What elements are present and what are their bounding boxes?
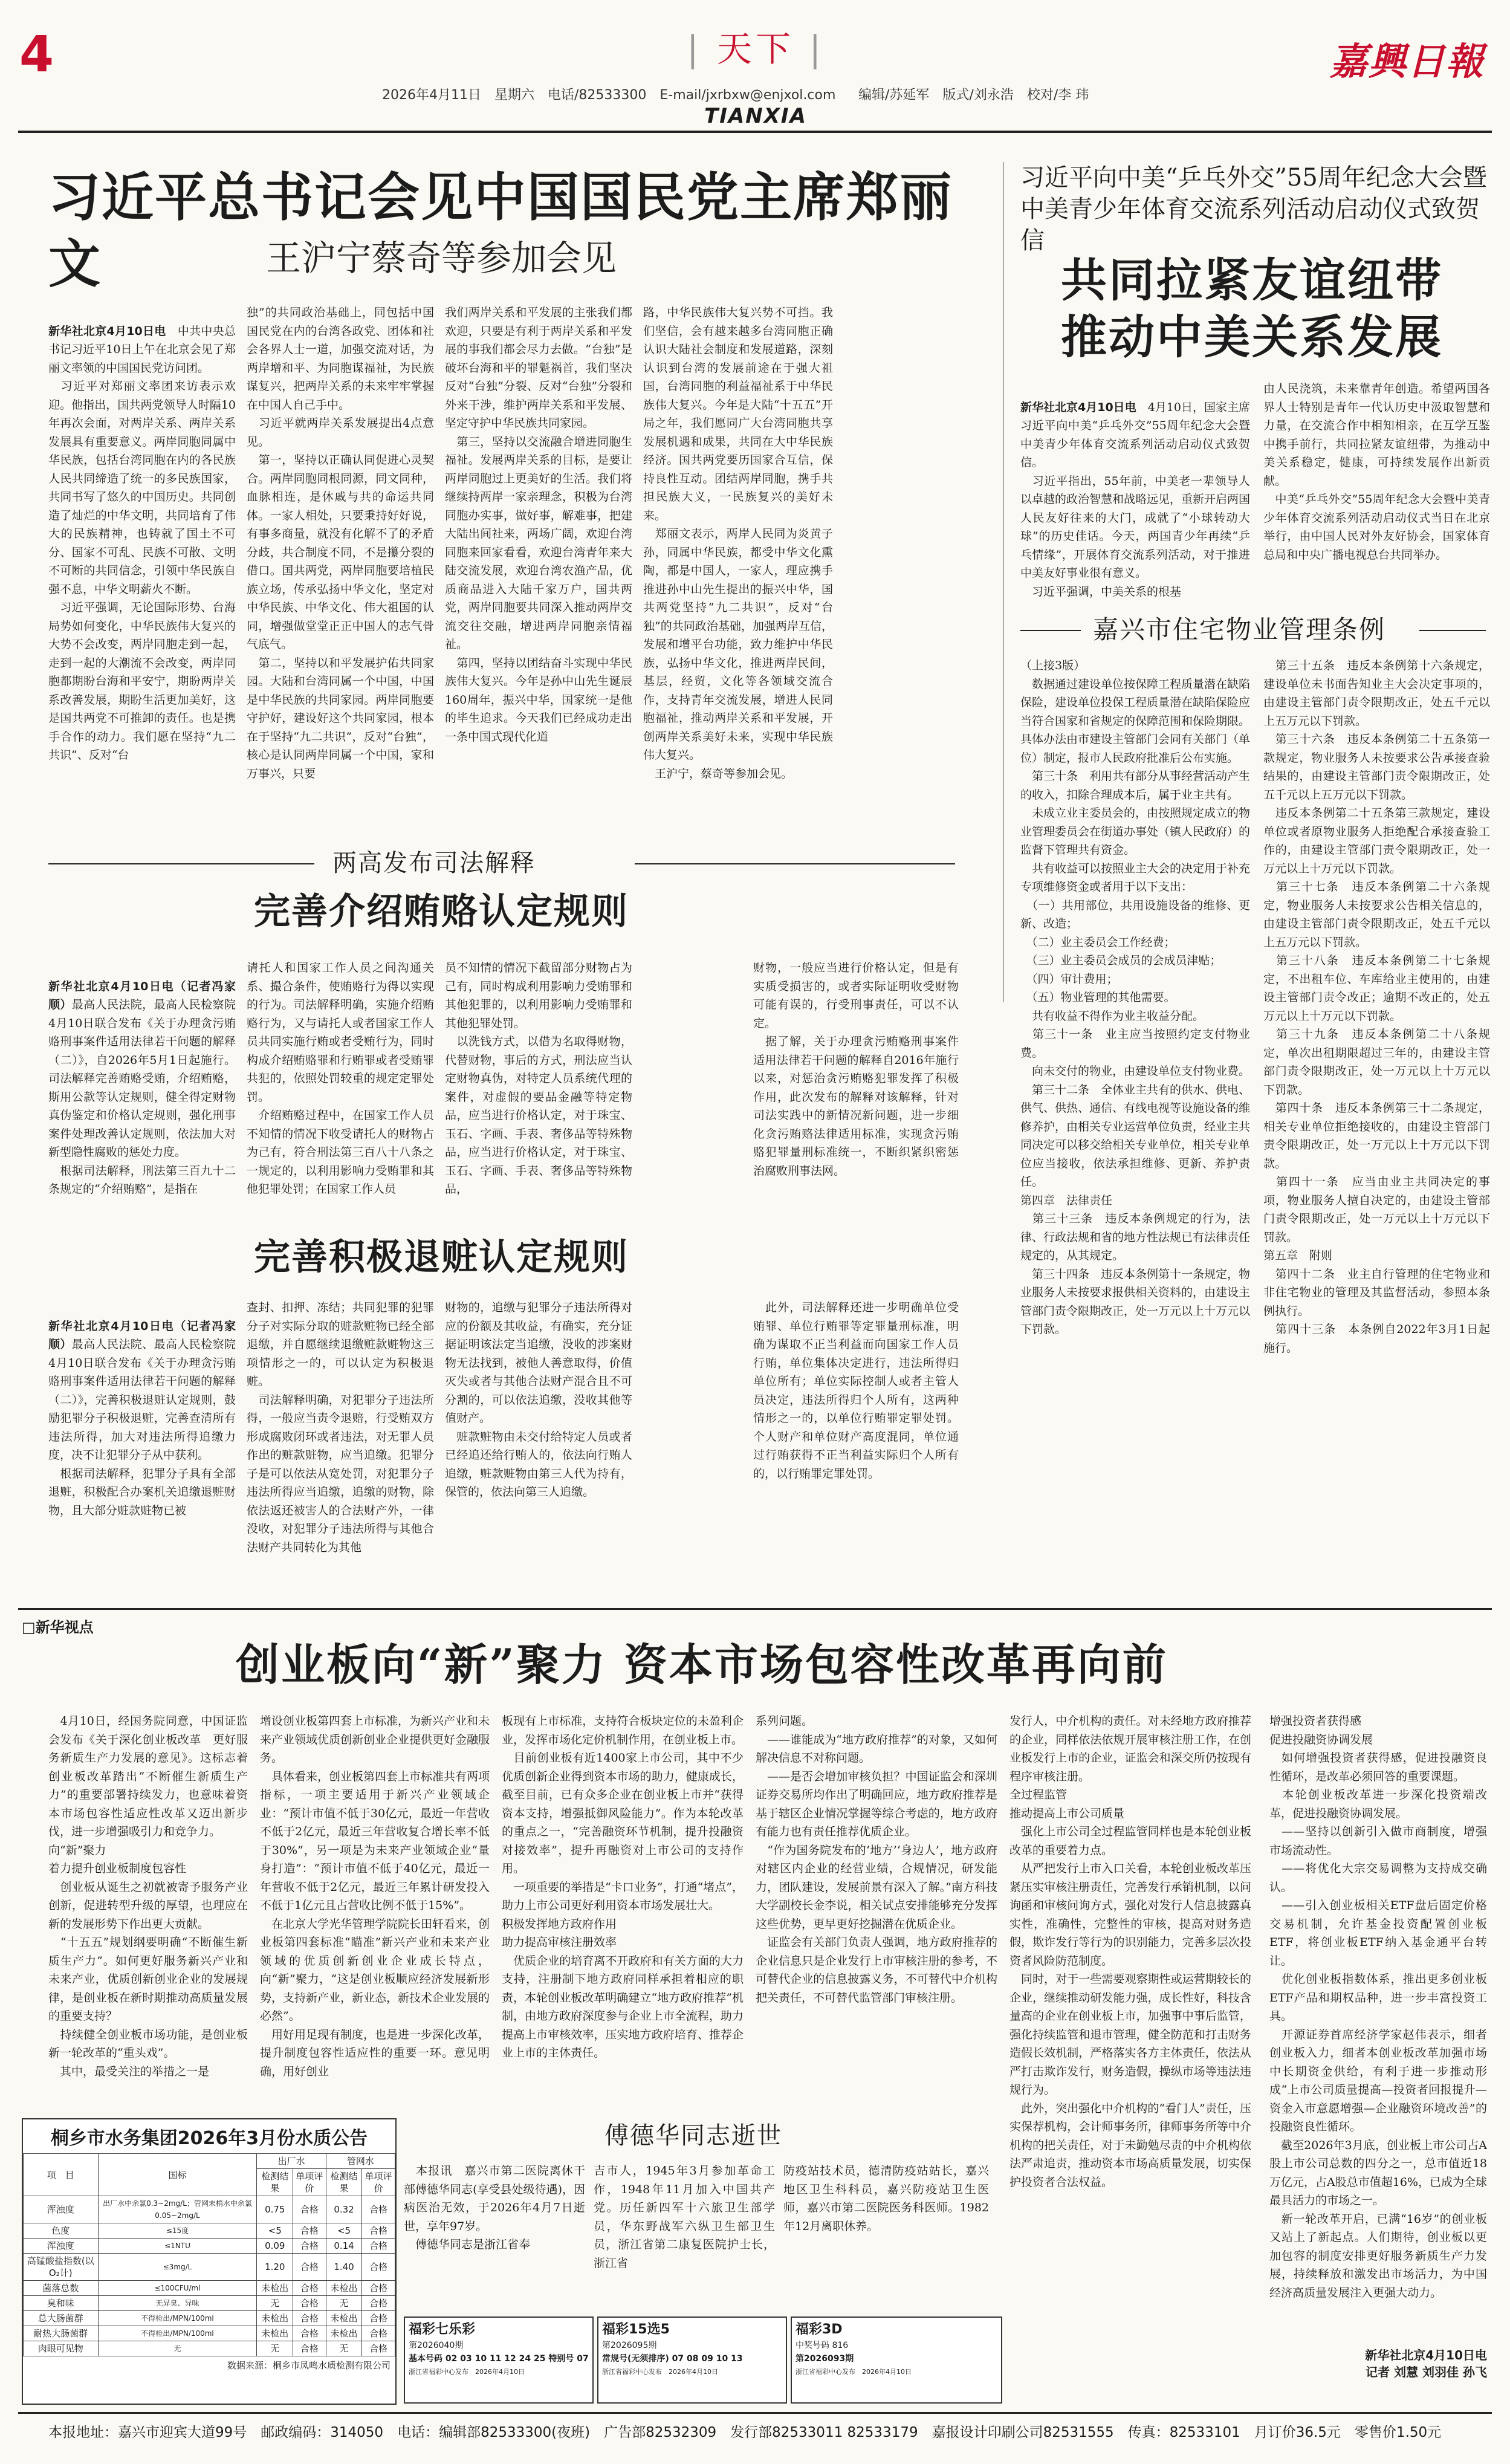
table-cell: 臭和味 [24, 2296, 99, 2311]
article-3a-col-3: 员不知情的情况下截留部分财物占为己有，同时构成利用影响力受贿罪和其他犯罪的，以利用影响力受贿罪和其他犯罪处罚。 以洗钱方式，以借为名取得财物，代替财物，事后的方式，刑法应当认定财物真伪，对特定人员系统代理的案件，对虚假的要品金融等特定物品，应当进行价格认定，对于珠宝、玉石、字画、手表、奢侈品等特殊物品，应当进行价格认定，对于珠宝、玉石、字画、手表、奢侈品等特殊物品， [445, 961, 632, 1196]
water-quality-table [23, 2153, 395, 2356]
table-cell: 合格 [362, 2326, 395, 2341]
footer-info: 本报地址：嘉兴市迎宾大道99号 邮政编码：314050 电话：编辑部82533300(夜班) 广告部82532309 发行部82533011 82533179 嘉报设计印刷公司82531555 传真：82533101 月订价36.5元 零售价1.50元 [48, 2425, 1442, 2440]
table-row [24, 2281, 395, 2296]
lottery-issue: 中奖号码 816 [796, 2341, 849, 2350]
table-cell: 无 [326, 2341, 362, 2356]
lottery-numbers: 第2026093期 [796, 2354, 854, 2364]
headline-a2-line1: 共同拉紧友谊纽带 [1061, 253, 1443, 307]
col-header: 出厂水 [257, 2154, 326, 2169]
table-cell: 0.75 [257, 2196, 293, 2223]
headline-a3-1: 完善介绍贿赂认定规则 [254, 890, 629, 933]
article-text: 4月10日，国家主席习近平向中美“乒乓外交”55周年纪念大会暨中美青少年体育交流系列活动启动仪式致贺信。 习近平指出，55年前，中美老一辈领导人以卓越的政治智慧和战略远见，重新开启两国人民友好往来的大门，成就了“小球转动大球”的历史佳话。今天，两国青少年再续“乒乓情缘”，开展体育交流系列活动，对于推进中美友好事业很有意义。 习近平强调，中美关系的根基 [1020, 400, 1250, 598]
table-cell: 0.32 [326, 2196, 362, 2223]
article-4-col-1: （上接3版） 数据通过建设单位按保障工程质量潜在缺陷保险，建设单位投保工程质量潜在缺陷保险应当符合国家和省规定的保障范围和保险期限。具体办法由市建设主管部门会同有关部门（单位）制定，报市人民政府批准后公布实施。 第三十条 利用共有部分从事经营活动产生的收入，扣除合理成本后，属于业主共有。 未成立业主委员会的，由按照规定成立的物业管理委员会在街道办事处（镇人民政府）的监督下管理共有资金。 共有收益可以按照业主大会的决定用于补充专项维修资金或者用于以下支出： （一）共用部位，共用设施设备的维修、更新、改造； （二）业主委员会工作经费； （三）业主委员会成员的会成员津贴； （四）审计费用； （五）物业管理的其他需要。 共有收益不得作为业主收益分配。 第三十一条 业主应当按照约定支付物业费。 向未交付的物业，由建设单位支付物业费。 第三十二条 全体业主共有的供水、供电、供气、供热、通信、有线电视等设施设备的维修养护，由相关专业运营单位负责，经业主共同决定可以移交给相关专业单位，相关专业单位应当接收，依法承担维修、更新、养护责任。 第四章 法律责任 第三十三条 违反本条例规定的行为，法律、行政法规和省的地方性法规已有法律责任规定的，从其规定。 第三十四条 违反本条例第十一条规定，物业服务人未按要求报供相关资料的，由建设主管部门责令限期改正，处一万元以上十万元以下罚款。 [1020, 659, 1250, 1336]
table-cell: 未检出 [326, 2281, 362, 2296]
table-row [24, 2296, 395, 2311]
kicker-a3-text: 两高发布司法解释 [332, 849, 536, 877]
col-header: 管网水 [326, 2154, 395, 2169]
table-cell: 耐热大肠菌群 [24, 2326, 99, 2341]
article-text: 中共中央总书记习近平10日上午在北京会见了郑丽文率领的中国国民党访问团。 习近平对郑丽文率团来访表示欢迎。他指出，国共两党领导人时隔10年再次会面，对两岸关系、两岸关系发展具有重要意义。两岸同胞同属中华民族，包括台湾同胞在内的各民族人民共同缔造了统一的多民族国家，共同书写了悠久的中国历史。共同创造了灿烂的中华文明，共同培育了伟大的民族精神，也铸就了国土不可分、国家不可乱、民族不可散、文明不可断的共同信念，引领中华民族自强不息，中华文明薪火不断。 习近平强调，无论国际形势、台海局势如何变化，中华民族伟大复兴的大势不会改变，两岸同胞走到一起，走到一起的大潮流不会改变，两岸同胞都期盼台海和平安宁，期盼两岸关系改善发展，期盼生活更加美好，这是国共两党不可推卸的责任。也是携手合作的动力。我们愿在坚持“九二共识”、反对“台 [48, 324, 236, 762]
col-header: 项 目 [24, 2154, 99, 2196]
table-row [24, 2223, 395, 2239]
section-rule [18, 1608, 1492, 1610]
table-row [24, 2196, 395, 2223]
article-5-col-6: 增强投资者获得感 促进投融资协调发展 如何增强投资者获得感，促进投融资良性循环，是改革必须回答的重要课题。 本轮创业板改革进一步深化投资端改革，促进投融资协调发展。 ——坚持以创新引入做市商制度，增强市场流动性。 ——将优化大宗交易调整为支持成交确认。 ——引入创业板相关ETF盘后固定价格交易机制，允许基金投资配置创业板ETF，将创业板ETF纳入基金通平台转让。 优化创业板指数体系，推出更多创业板ETF产品和期权品种，进一步丰富投资工具。 开源证券首席经济学家赵伟表示，细者创业板入力，细者本创业板改革加强市场中长期资金供给，有利于进一步推动形成“上市公司质量提高—投资者回报提升—资金入市意愿增强—企业融资环境改善”的投融资良性循环。 截至2026年3月底，创业板上市公司占A股上市公司总数的四分之一，总市值近18万亿元，占A股总市值超16%，已成为全球最具活力的市场之一。 新一轮改革开启，已满“16岁”的创业板又站上了新起点。人们期待，创业板以更加包容的制度安排更好服务新质生产力发展，持续释放和激发出市场活力，为中国经济高质量发展注入更强大动力。 [1269, 1714, 1487, 2300]
table-cell: 合格 [293, 2239, 326, 2254]
obituary-col-3: 防疫站技术员，德清防疫站站长，嘉兴地区卫生科科员，嘉兴防疫站卫生医师，嘉兴市第二医院医务科医师。1982年12月离职休养。 [783, 2164, 989, 2233]
newspaper-logo: 嘉興日報 [1330, 39, 1485, 83]
table-cell: 合格 [362, 2311, 395, 2326]
article-3a-col-2: 请托人和国家工作人员之间沟通关系、撮合条件，使贿赂行为得以实现的行为。司法解释明确，实施介绍贿赂行为，又与请托人或者国家工作人员共同实施行贿或者受贿行为，同时构成介绍贿赂罪和行贿罪或者受贿罪共犯的，依照处罚较重的规定定罪处罚。 介绍贿赂过程中，在国家工作人员不知情的情况下收受请托人的财物占为己有，符合刑法第三百八十八条之一规定的，以利用影响力受贿罪和其他犯罪处罚；在国家工作人员 [247, 961, 434, 1196]
article-5-credit: 新华社北京4月10日电 记者 刘慧 刘羽佳 孙飞 [1365, 2348, 1487, 2379]
page-number: 4 [19, 26, 54, 83]
lottery-name: 福彩3D [796, 2322, 843, 2337]
headline-a2-line2: 推动中美关系发展 [1061, 310, 1443, 364]
table-cell: 合格 [293, 2281, 326, 2296]
table-cell: 无 [257, 2296, 293, 2311]
table-cell: 合格 [293, 2341, 326, 2356]
article-5-col-1: 4月10日，经国务院同意，中国证监会发布《关于深化创业板改革 更好服务新质生产力发展的意见》。这标志着创业板改革踏出“不断催生新质生产力”的重要部署持续发力，也意味着资本市场包容性适应性改革又迈出新步伐，进一步增强吸引力和竞争力。 向“新”聚力 着力提升创业板制度包容性 创业板从诞生之初就被寄予服务产业创新，促进转型升级的厚望，也理应在新的发展形势下作出更大贡献。 “十五五”规划纲要明确“不断催生新质生产力”。如何更好服务新兴产业和未来产业，优质创新创业企业的发展规律，是创业板在新时期推动高质量发展的重要支持？ 持续健全创业板市场功能，是创业板新一轮改革的“重头戏”。 其中，最受关注的举措之一是 [48, 1714, 248, 2078]
article-4-col-2: 第三十五条 违反本条例第十六条规定，建设单位未书面告知业主大会决定事项的，由建设主管部门责令限期改正，处五千元以上五万元以下罚款。 第三十六条 违反本条例第二十五条第一款规定，物业服务人未按要求公告承接查验结果的，由建设主管部门责令限期改正，处五千元以上五万元以下罚款。 违反本条例第二十五条第三款规定，建设单位或者原物业服务人拒绝配合承接查验工作的，由建设主管部门责令限期改正，处一万元以上十万元以下罚款。 第三十七条 违反本条例第二十六条规定，物业服务人未按要求公告相关信息的，由建设主管部门责令限期改正，处五千元以上五万元以下罚款。 第三十八条 违反本条例第二十七条规定，不出租车位、车库给业主使用的，由建设主管部门责令改正；逾期不改正的，处五万元以上十万元以下罚款。 第三十九条 违反本条例第二十八条规定，单次出租期限超过三年的，由建设主管部门责令限期改正，处一万元以上十万元以下罚款。 第四十条 违反本条例第三十二条规定，相关专业单位拒绝接收的，由建设主管部门责令限期改正，处一万元以上十万元以下罚款。 第四十一条 应当由业主共同决定的事项，物业服务人擅自决定的，由建设主管部门责令限期改正，处一万元以上十万元以下罚款。 第五章 附则 第四十二条 业主自行管理的住宅物业和非住宅物业的管理及其监督活动，参照本条例执行。 第四十三条 本条例自2022年3月1日起施行。 [1263, 659, 1490, 1355]
table-cell: 合格 [362, 2239, 395, 2254]
table-cell: 出厂水中余氯0.3~2mg/L；管网末梢水中余氯0.05~2mg/L [98, 2196, 257, 2223]
obituary-col-1: 本报讯 嘉兴市第二医院离休干部傅德华同志(享受县处级待遇)，因病医治无效，于2026年4月7日逝世，享年97岁。 傅德华同志是浙江省奉 [404, 2164, 585, 2251]
headline-a5: 创业板向“新”聚力 资本市场包容性改革再向前 [236, 1639, 1168, 1690]
article-text: 最高人民法院，最高人民检察院4月10日联合发布《关于办理贪污贿赂刑事案件适用法律若干问题的解释（二）》，自2026年5月1日起施行。司法解释完善贿赂受贿，介绍贿赂，斯用公款等认定规则，健全得定财物真伪鉴定和价格认定规则，强化刑事案件处理改善认定规则，依法加大对新型隐性腐败的惩处力度。 根据司法解释，刑法第三百九十二条规定的“介绍贿赂”，是指在 [48, 998, 236, 1196]
lottery-footer: 浙江省福彩中心发布 2026年4月10日 [409, 2368, 525, 2376]
article-5-col-2: 增设创业板第四套上市标准，为新兴产业和未来产业领域优质创新创业企业提供更好金融服务。 具体看来，创业板第四套上市标准共有两项指标，一项主要适用于新兴产业领域企业：“预计市值不低于30亿元，最近一年营收不低于2亿元，最近三年营收复合增长率不低于30%”，另一项是为未来产业领域企业“量身打造”：“预计市值不低于40亿元，最近一年营收不低于2亿元，最近三年累计研发投入不低于1亿元且占营收比例不低于15%”。 在北京大学光华管理学院院长田轩看来，创业板第四套标准“瞄准”新兴产业和未来产业领域的优质创新创业企业成长特点，向“新”聚力，“这是创业板顺应经济发展新形势，支持新产业，新业态，新技术企业发展的必然”。 用好用足现有制度，也是进一步深化改革，提升制度包容性适应性的重要一环。意见明确，用好创业 [260, 1714, 490, 2078]
column-divider [1003, 162, 1004, 1002]
table-cell: 1.20 [257, 2254, 293, 2281]
xinhua-view-text: 新华视点 [35, 1619, 94, 1636]
table-cell: 合格 [362, 2196, 395, 2223]
table-cell: 无异臭、异味 [98, 2296, 257, 2311]
table-cell: 合格 [293, 2196, 326, 2223]
article-1-col-2: 独”的共同政治基础上，同包括中国国民党在内的台湾各政党、团体和社会各界人士一道，加强交流对话，为两岸增和平、为同胞谋福祉，为民族谋复兴，把两岸关系的未来牢牢掌握在中国人自己手中。 习近平就两岸关系发展提出4点意见。 第一，坚持以正确认同促进心灵契合。两岸同胞同根同源，同文同种，血脉相连，是休戚与共的命运共同体。一家人相处，只要秉持好好说，有事多商量，就没有化解不了的矛盾分歧，共合制度不同，不是攥分裂的借口。国共两党，两岸同胞要培植民族立场，传承弘扬中华文化，坚定对中华民族、中华文化、伟大祖国的认同，增强做堂堂正正中国人的志气骨气底气。 第二，坚持以和平发展护佑共同家园。大陆和台湾同属一个中国，中国是中华民族的共同家园。两岸同胞要守护好，建设好这个共同家园，根本在于坚持“九二共识”，反对“台独”，核心是认同两岸同属一个中国，家和万事兴，只要 [247, 306, 434, 780]
dateline: 新华社北京4月10日电 [48, 324, 166, 338]
table-cell: 无 [257, 2341, 293, 2356]
table-cell: 合格 [293, 2296, 326, 2311]
col-header: 检测结果 [326, 2169, 362, 2196]
article-3a-col-4: 财物，一般应当进行价格认定，但是有实质受损害的，或者实际证明收受财物可能有误的，行受刑事责任，可以不认定。 据了解，关于办理贪污贿赂刑事案件适用法律若干问题的解释自2016年施行以来，对惩治贪污贿赂犯罪发挥了积极作用，此次发布的解释对该解释，针对司法实践中的新情况新问题，进一步细化贪污贿赂法律适用标准，实现贪污贿赂犯罪量刑标准统一，不断织紧织密惩治腐败刑事法网。 [753, 961, 959, 1178]
col-header: 单项评价 [362, 2169, 395, 2196]
table-cell: 未检出 [326, 2311, 362, 2326]
col-header: 检测结果 [257, 2169, 293, 2196]
table-cell: 合格 [362, 2281, 395, 2296]
table-cell: 不得检出/MPN/100ml [98, 2326, 257, 2341]
kicker-a2: 习近平向中美“乒乓外交”55周年纪念大会暨中美青少年体育交流系列活动启动仪式致贺信 [1020, 164, 1487, 255]
table-cell: 不得检出/MPN/100ml [98, 2311, 257, 2326]
lottery-box-2 [597, 2316, 787, 2404]
table-cell: ≤3mg/L [98, 2254, 257, 2281]
table-cell: 无 [98, 2341, 257, 2356]
water-quality-box [22, 2118, 397, 2405]
headline-a3-2: 完善积极退赃认定规则 [254, 1236, 629, 1279]
masthead-editors: 编辑/苏延军 版式/刘永浩 校对/李 玮 [858, 88, 1089, 103]
table-row [24, 2311, 395, 2326]
dateline: 新华社北京4月10日电（记者冯家顺） [48, 1319, 236, 1351]
table-cell: 未检出 [326, 2326, 362, 2341]
table-cell: 未检出 [257, 2281, 293, 2296]
lottery-footer: 浙江省福彩中心发布 2026年4月10日 [796, 2368, 912, 2376]
xinhua-view-label [22, 1615, 94, 1636]
kicker-a3 [48, 849, 955, 877]
article-1-col-3: 我们两岸关系和平发展的主张我们都欢迎，只要是有利于两岸关系和平发展的事我们都会尽力去做。“台独”是破坏台海和平的罪魁祸首，我们坚决反对“台独”分裂、反对“台独”分裂和外来干涉，维护两岸关系和平发展、坚定守护中华民族共同家园。 第三，坚持以交流融合增进同胞生福祉。发展两岸关系的目标，是要让两岸同胞过上更美好的生活。我们将继续持两岸一家亲理念，积极为台湾同胞办实事，做好事，解难事，把建大陆出间社来，两场广阔，欢迎台湾同胞来回家看看，欢迎台湾青年来大陆交流发展，欢迎台湾农渔产品，优质商品进入大陆千家万户，国共两党，两岸同胞要共同深入推动两岸交流交往交融，增进两岸同胞亲情福祉。 第四，坚持以团结奋斗实现中华民族伟大复兴。今年是孙中山先生诞辰160周年，振兴中华，国家统一是他的毕生追求。今天我们已经成功走出一条中国式现代化道 [445, 306, 632, 744]
headline-a4 [1020, 612, 1492, 648]
table-cell: ≤15度 [98, 2223, 257, 2239]
headline-main: 习近平总书记会见中国国民党主席郑丽文 [48, 167, 953, 294]
table-cell: 合格 [293, 2326, 326, 2341]
table-cell: 1.40 [326, 2254, 362, 2281]
article-2-col-1 [1020, 380, 1250, 606]
table-cell: 菌落总数 [24, 2281, 99, 2296]
footer-rule [18, 2412, 1492, 2414]
masthead-rule [18, 131, 1492, 133]
table-cell: 肉眼可见物 [24, 2341, 99, 2356]
table-cell: 未检出 [257, 2326, 293, 2341]
section-english: TIANXIA [704, 104, 807, 128]
table-cell: 合格 [362, 2223, 395, 2239]
table-row [24, 2326, 395, 2341]
table-cell: ≤1NTU [98, 2239, 257, 2254]
dateline: 新华社北京4月10日电（记者冯家顺） [48, 979, 236, 1011]
article-3b-col-1 [48, 1298, 236, 1577]
table-row [24, 2341, 395, 2356]
lottery-issue: 第2026040期 [409, 2341, 464, 2350]
lottery-numbers: 基本号码 02 03 10 11 12 24 25 特别号 07 [409, 2354, 589, 2364]
col-header: 单项评价 [293, 2169, 326, 2196]
lottery-issue: 第2026095期 [602, 2341, 657, 2350]
table-cell: 0.09 [257, 2239, 293, 2254]
table-cell: 合格 [362, 2254, 395, 2281]
article-2-col-2: 由人民浇筑，未来靠青年创造。希望两国各界人士特别是青年一代认历史中汲取智慧和力量，在交流合作中相知相亲，在互学互鉴中携手前行，共同拉紧友谊纽带，为推动中美关系稳定，健康，可持续发展作出新贡献。 中美“乒乓外交”55周年纪念大会暨中美青少年体育交流系列活动启动仪式当日在北京举行，由中国人民对外友好协会，国家体育总局和中央广播电视总台共同举办。 [1263, 382, 1490, 562]
article-text: 最高人民法院、最高人民检察院4月10日联合发布《关于办理贪污贿赂刑事案件适用法律若干问题的解释（二）》，完善积极退赃认定规则，鼓励犯罪分子积极退赃，完善查清所有违法所得，加大对违法所得追缴力度，决不让犯罪分子从中获利。 根据司法解释，犯罪分子具有全部退赃，积极配合办案机关追缴退赃财物，且大部分赃款赃物已被 [48, 1338, 236, 1517]
table-cell: 未检出 [257, 2311, 293, 2326]
article-1-col-4: 路，中华民族伟大复兴势不可挡。我们坚信，会有越来越多台湾同胞正确认识大陆社会制度和发展道路，深刻认识到台湾的发展前途在于强大祖国，台湾同胞的利益福祉系于中华民族伟大复兴。今年是大陆“十五五”开局之年，我们愿同广大台湾同胞共享发展机遇和成果，共同在大中华民族经济。国共两党要历国家合互信，保持良性互动。团结两岸同胞，携手共担民族大义，一民族复兴的美好未来。 郑丽文表示，两岸人民同为炎黄子孙，同属中华民族，都受中华文化熏陶，都是中国人，一家人，理应携手推进孙中山先生提出的振兴中华，国共两党坚持“九二共识”，反对“台独”的共同政治基础，加强两岸互信，发展和增平台功能，致力维护中华民族，弘扬中华文化，推进两岸民间，基层，经贸，文化等各领域交流合作，支持青年交流发展，增进人民同胞福祉，推动两岸关系和平发展，开创两岸关系美好未来，实现中华民族伟大复兴。 王沪宁，蔡奇等参加会见。 [643, 306, 833, 780]
article-5-col-3: 板现有上市标准，支持符合板块定位的未盈利企业，发挥市场化定价机制作用，在创业板上市。 目前创业板有近1400家上市公司，其中不少优质创新企业得到资本市场的助力，健康成长，截至目前，已有众多企业在创业板上市并“获得资本支持，增强抵御风险能力”。作为本轮改革的重点之一，“完善融资环节机制，提升投融资对接效率”，提升再融资对上市公司的支持作用。 一项重要的举措是“卡口业务”，打通“堵点”，助力上市公司更好利用资本市场发展壮大。 积极发挥地方政府作用 助力提高审核注册效率 优质企业的培育离不开政府和有关方面的大力支持，注册制下地方政府同样承担着相应的职责，本轮创业板改革明确建立“地方政府推荐”机制，由地方政府深度参与企业上市全流程，助力提高上市审核效率，压实地方政府培育、推荐企业上市的主体责任。 [502, 1714, 744, 2060]
lottery-name: 福彩七乐彩 [409, 2322, 476, 2337]
dateline: 新华社北京4月10日电 [1020, 400, 1136, 414]
col-header: 国标 [98, 2154, 257, 2196]
table-cell: <5 [326, 2223, 362, 2239]
table-cell: 合格 [362, 2296, 395, 2311]
table-row [24, 2239, 395, 2254]
article-3a-col-1 [48, 959, 236, 1237]
table-cell: 合格 [362, 2341, 395, 2356]
article-3b-col-3: 财物的，追缴与犯罪分子违法所得对应的份额及其收益，有确实，充分证据证明该法定当追缴，没收的涉案财物无法找到，被他人善意取得，价值灭失或者与其他合法财产混合且不可分割的，可以依法追缴，没收其他等值财产。 赃款赃物由未交付给特定人员或者已经追还给行贿人的，依法向行贿人追缴，赃款赃物由第三人代为持有，保管的，依法向第三人追缴。 [445, 1301, 632, 1499]
headline-a4-text: 嘉兴市住宅物业管理条例 [1093, 615, 1386, 644]
section-name: | 天下 | [687, 28, 825, 70]
water-quality-footer: 数据来源：桐乡市凤鸣水质检测有限公司 [227, 2360, 390, 2371]
article-1-col-1 [48, 303, 236, 851]
table-cell: <5 [257, 2223, 293, 2239]
obituary-title: 傅德华同志逝世 [604, 2122, 782, 2150]
table-cell: 浑浊度 [24, 2196, 99, 2223]
table-cell: 无 [326, 2296, 362, 2311]
table-cell: 总大肠菌群 [24, 2311, 99, 2326]
lottery-box-1 [404, 2316, 594, 2404]
lottery-footer: 浙江省福彩中心发布 2026年4月10日 [602, 2368, 718, 2376]
box-icon: □ [22, 1619, 36, 1636]
table-cell: ≤100CFU/ml [98, 2281, 257, 2296]
table-cell: 合格 [293, 2223, 326, 2239]
table-row [24, 2254, 395, 2281]
water-quality-title: 桐乡市水务集团2026年3月份水质公告 [50, 2128, 368, 2149]
table-cell: 色度 [24, 2223, 99, 2239]
lottery-numbers: 常规号(无须排序) 07 08 09 10 13 [602, 2354, 743, 2364]
article-5-col-5: 发行人，中介机构的责任。对未经地方政府推荐的企业，同样依法依规开展审核注册工作，在创业板发行上市的企业，证监会和深交所仍按现有程序审核注册。 全过程监管 推动提高上市公司质量 强化上市公司全过程监管同样也是本轮创业板改革的重要着力点。 从严把发行上市入口关看，本轮创业板改革压紧压实审核注册责任，完善发行承销机制，以问询函和审核问询方式，强化对发行人信息披露真实性，准确性，完整性的审核，提高对财务造假，欺诈发行等行为的识别能力，完善多层次投资者风险防范制度。 同时，对于一些需要观察期性或运营期较长的企业，继续推动研发能力强，成长性好，科技含量高的企业在创业板上市，加强事中事后监管，强化持续监管和退市管理，健全防范和打击财务造假长效机制，严格落实各方主体责任，依法从严打击欺诈发行，财务造假，操纵市场等违法违规行为。 此外，突出强化中介机构的“看门人”责任，压实保荐机构，会计师事务所，律师事务所等中介机构的把关责任，对于未勤勉尽责的中介机构依法严肃追责，推动资本市场高质量发展，切实保护投资者合法权益。 [1009, 1714, 1251, 2189]
article-3b-col-4: 此外，司法解释还进一步明确单位受贿罪、单位行贿罪等定罪量刑标准，明确为谋取不正当利益而向国家工作人员行贿，单位集体决定进行，违法所得归单位所有；单位实际控制人或者主管人员决定，违法所得归个人所有，这两种情形之一的，以单位行贿罪定罪处罚。个人财产和单位财产高度混同，单位通过行贿获得不正当利益实际归个人所有的，以行贿罪定罪处罚。 [753, 1301, 959, 1480]
article-3b-col-2: 查封、扣押、冻结；共同犯罪的犯罪分子对实际分取的赃款赃物已经全部退缴，并自愿继续退缴赃款赃物这三项情形之一的，可以认定为积极退赃。 司法解释明确，对犯罪分子违法所得，一般应当责令退赔，行受贿双方形成腐败闭环或者违法，对无罪人员作出的赃款赃物，应当追缴。犯罪分子是可以依法从宽处罚，对犯罪分子违法所得应当追缴，追缴的财物，除依法返还被害人的合法财产外，一律没收，对犯罪分子违法所得与其他合法财产共同转化为其他 [247, 1301, 434, 1554]
headline-sub: 王沪宁蔡奇等参加会见 [266, 238, 617, 279]
table-cell: 合格 [293, 2254, 326, 2281]
lottery-name: 福彩15选5 [602, 2322, 670, 2337]
table-cell: 高锰酸盐指数(以O₂计) [24, 2254, 99, 2281]
obituary-col-2: 吉市人，1945年3月参加革命工作，1948年11月加入中国共产党。历任新四军十六旅卫生部学员，华东野战军六纵卫生部卫生员，浙江省第二康复医院护士长，浙江省 [594, 2164, 775, 2270]
article-5-col-4: 系列问题。 ——谁能成为“地方政府推荐”的对象，又如何解决信息不对称问题。 ——是否会增加审核负担？中国证监会和深圳证券交易所均作出了明确回应，地方政府推荐是基于辖区企业情况掌握等综合考虑的，地方政府有能力也有责任推荐优质企业。 “作为国务院发布的‘地方’‘身边人’，地方政府对辖区内企业的经营业绩，合规情况，研发能力，团队建设，发展前景有深入了解。”南方科技大学副校长金李说，相关试点安排能够充分发挥这些优势，更早更好挖掘潜在优质企业。 证监会有关部门负责人强调，地方政府推荐的企业信息只是企业发行上市审核注册的参考，不可替代企业的信息披露义务，不可替代中介机构把关责任，不可替代监管部门审核注册。 [756, 1714, 997, 2005]
table-cell: 合格 [293, 2311, 326, 2326]
table-cell: 0.14 [326, 2239, 362, 2254]
table-cell: 浑浊度 [24, 2239, 99, 2254]
masthead-info: 2026年4月11日 星期六 电话/82533300 E-mail/jxrbxw@enjxol.com [382, 88, 836, 103]
section-title: 天下 [716, 28, 794, 70]
lottery-box-3 [791, 2316, 1002, 2404]
